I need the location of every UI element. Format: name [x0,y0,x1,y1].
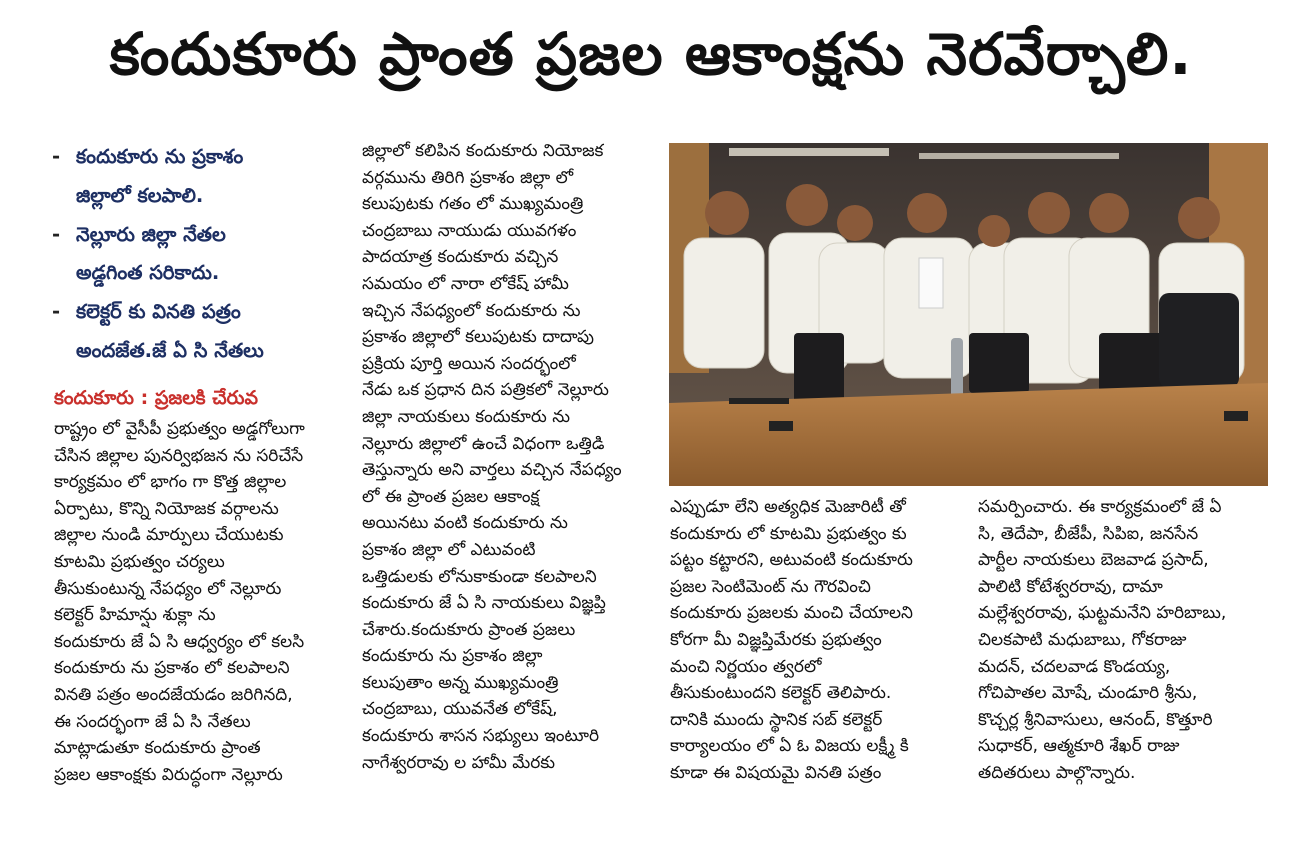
article-line: లో ఈ ప్రాంత ప్రజల ఆకాంక్ష [362,486,540,507]
highlight-item: - నెల్లూరు జిల్లా నేతల [52,222,226,246]
article-line: ప్రజల ఆకాంక్షకు విరుద్ధంగా నెల్లూరు [54,764,283,785]
article-line: కార్యాలయం లో ఏ ఓ విజయ లక్ష్మీ కి [670,736,909,757]
article-line: పాదయాత్ర కందుకూరు వచ్చిన [362,247,559,268]
article-line: కూడా ఈ విషయమై వినతి పత్రం [670,762,882,783]
highlight-item-cont: అందజేత.జే ఏ సి నేతలు [76,338,264,362]
article-column-3 [670,494,960,787]
article-line: చేసిన జిల్లాల పునర్విభజన ను సరిచేసే [54,445,304,466]
article-line: తదితరులు పాల్గొన్నారు. [978,762,1136,783]
article-line: మంచి నిర్ణయం త్వరలో [670,656,822,677]
article-line: తీసుకుంటుందని కలెక్టర్ తెలిపారు. [670,683,892,704]
article-line: ప్రకాశం జిల్లాలో కలుపుటకు దాదాపు [362,327,595,348]
article-line: చేశారు.కందుకూరు ప్రాంత ప్రజలు [362,619,576,640]
article-line: పార్టీల నాయకులు బెజవాడ ప్రసాద్, [978,550,1209,571]
article-line: ఈ సందర్భంగా జే ఏ సి నేతలు [54,711,251,732]
article-line: మల్లేశ్వరరావు, ఘట్టమనేని హరిబాబు, [978,603,1227,624]
article-line: చంద్రబాబు, యువనేత లోకేష్, [362,699,558,720]
article-line: కందుకూరు జే ఏ సి ఆధ్వర్యం లో కలసి [54,631,305,652]
article-line: నేడు ఒక ప్రధాన దిన పత్రికలో నెల్లూరు [362,380,609,401]
news-photo [669,143,1268,486]
article-line: ఎప్పుడూ లేని అత్యధిక మెజారిటీ తో [670,497,906,517]
article-line: ప్రక్రియ పూర్తి అయిన సందర్భంలో [362,353,576,374]
group-photo-image [669,143,1268,486]
article-line: సమర్పించారు. ఈ కార్యక్రమంలో జే ఏ [978,497,1222,517]
article-line: జిల్లాల నుండి మార్పులు చేయుటకు [54,525,284,546]
article-line: సి, తెదేపా, బీజేపీ, సిపిఐ, జనసేన [978,523,1199,544]
article-line: వర్గమును తిరిగి ప్రకాశం జిల్లా లో [362,167,574,188]
article-line: పట్టం కట్టారని, అటువంటి కందుకూరు [670,550,913,571]
article-line: కందుకూరు జే ఏ సి నాయకులు విజ్ఞప్తి [362,593,606,614]
highlights-list [52,138,332,371]
article-line: ఇచ్చిన నేపధ్యంలో కందుకూరు ను [362,300,581,321]
article-line: గోచిపాతల మోషే, చుండూరి శ్రీను, [978,683,1198,704]
highlight-item: - కలెక్టర్ కు వినతి పత్రం [52,300,241,324]
article-line: ఒత్తిడులకు లోనుకాకుండా కలపాలని [362,566,597,587]
dateline: కందుకూరు : ప్రజలకి చేరువ [54,387,259,409]
highlight-item-cont: జిల్లాలో కలపాలి. [76,183,204,207]
headline: కందుకూరు ప్రాంత ప్రజల ఆకాంక్షను నెరవేర్చాలి. [109,20,1193,88]
article-line: కొచ్చర్ల శ్రీనివాసులు, ఆనంద్, కొత్తూరి [978,709,1213,730]
article-column-4 [978,494,1266,787]
highlight-item: - కందుకూరు ను ప్రకాశం [52,145,244,168]
article-line: జిల్లాలో కలిపిన కందుకూరు నియోజక [362,141,604,161]
article-line: తీసుకుంటున్న నేపధ్యం లో నెల్లూరు [54,578,282,599]
article-line: కలుపుటకు గతం లో ముఖ్యమంత్రి [362,194,584,215]
article-line: పాలిటి కోటేశ్వరరావు, దామా [978,576,1163,597]
article-line: తెస్తున్నారు అని వార్తలు వచ్చిన నేపధ్యం [362,460,622,481]
article-line: కలెక్టర్ హిమాన్షు శుక్లా ను [54,605,216,626]
article-line: చంద్రబాబు నాయుడు యువగళం [362,220,577,241]
article-line: మదన్, చదలవాడ కొండయ్య, [978,656,1171,677]
article-column-1 [54,416,336,788]
article-column-2 [362,138,650,776]
article-line: వినతి పత్రం అందజేయడం జరిగినది, [54,684,293,705]
article-line: మాట్లాడుతూ కందుకూరు ప్రాంత [54,738,261,759]
article-line: కోరగా మీ విజ్ఞప్తిమేరకు ప్రభుత్వం [670,629,882,650]
article-line: కందుకూరు ను ప్రకాశం లో కలపాలని [54,658,290,679]
article-line: కందుకూరు శాసన సభ్యులు ఇంటూరి [362,726,600,747]
article-line: జిల్లా నాయకులు కందుకూరు ను [362,406,571,427]
article-line: ఏర్పాటు, కొన్ని నియోజక వర్గాలను [54,498,279,519]
article-line: కందుకూరు ప్రజలకు మంచి చేయాలని [670,603,913,624]
article-line: కలుపుతాం అన్న ముఖ్యమంత్రి [362,672,559,693]
article-line: కూటమి ప్రభుత్వం చర్యలు [54,551,225,572]
article-line: కార్యక్రమం లో భాగం గా కొత్త జిల్లాల [54,472,287,493]
article-line: సమయం లో నారా లోకేష్ హామీ [362,273,569,294]
article-line: ప్రజల సెంటిమెంట్ ను గౌరవించి [670,576,871,597]
article-line: కందుకూరు ను ప్రకాశం జిల్లా [362,646,543,667]
article-line: సుధాకర్, ఆత్మకూరి శేఖర్ రాజు [978,736,1180,757]
article-line: చిలకపాటి మధుబాబు, గోకరాజు [978,629,1187,650]
article-line: రాష్ట్రం లో వైసీపీ ప్రభుత్వం అడ్డగోలుగా [54,419,305,439]
article-line: అయినటు వంటి కందుకూరు ను [362,513,568,534]
highlight-item-cont: అడ్డగింత సరికాదు. [76,261,220,285]
article-line: ప్రకాశం జిల్లా లో ఎటువంటి [362,539,536,560]
article-line: నెల్లూరు జిల్లాలో ఉంచే విధంగా ఒత్తిడి [362,433,605,454]
article-line: నాగేశ్వరరావు ల హామీ మేరకు [362,752,556,773]
article-line: కందుకూరు లో కూటమి ప్రభుత్వం కు [670,523,907,544]
article-line: దానికి ముందు స్థానిక సబ్ కలెక్టర్ [670,709,883,730]
